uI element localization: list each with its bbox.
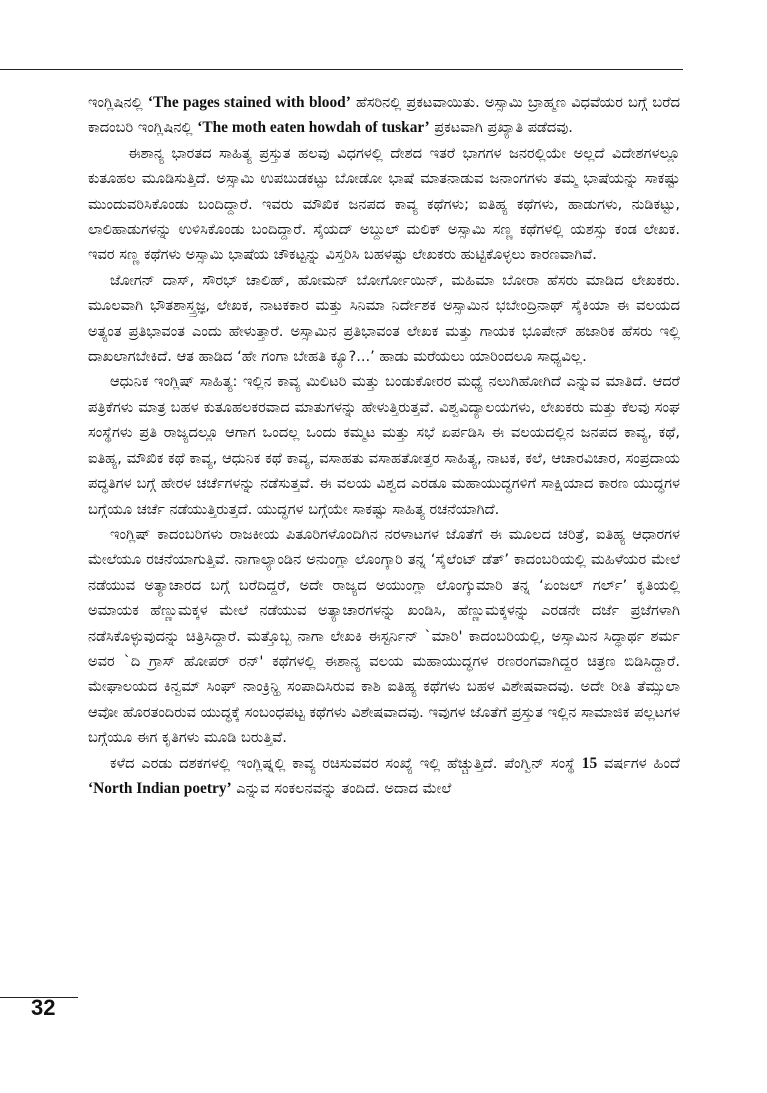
paragraph-1-text-b: ಹೆಸರಿನಲ್ಲಿ ಪ್ರಕಟವಾಯಿತು. ಅಸ್ಸಾಮಿ ಬ್ರಾಹ್ಮಣ ವಿಧವೆಯರ ಬಗ್ಗೆ ಬರೆದ ಕಾದಂಬರಿ ಇಂಗ್ಲಿಷಿನಲ್ಲಿ [88,94,680,137]
paragraph-6-text-c: ಎನ್ನುವ ಸಂಕಲನವನ್ನು ತಂದಿದೆ. ಅದಾದ ಮೇಲೆ [231,779,452,797]
english-title-moth-eaten: ‘The moth eaten howdah of tuskar’ [197,119,430,137]
paragraph-2: ಈಶಾನ್ಯ ಭಾರತದ ಸಾಹಿತ್ಯ ಪ್ರಸ್ತುತ ಹಲವು ವಿಧಗಳಲ್ಲಿ ದೇಶದ ಇತರೆ ಭಾಗಗಳ ಜನರಲ್ಲಿಯೇ ಅಲ್ಲದೆ ವಿದೇಶಗಳಲ್ಲೂ ಕುತೂಹಲ ಮೂಡಿಸುತ್ತಿದೆ. ಅಸ್ಸಾಮಿ ಉಪಬುಡಕಟ್ಟು ಬೋಡೋ ಭಾಷೆ ಮಾತನಾಡುವ ಜನಾಂಗಗಳು ತಮ್ಮ ಭಾಷೆಯನ್ನು ಸಾಕಷ್ಟು ಮುಂದುವರಿಸಿಕೊಂಡು ಬಂದಿದ್ದಾರೆ. ಇವರು ಮೌಖಿಕ ಜನಪದ ಕಾವ್ಯ ಕಥೆಗಳು; ಐತಿಹ್ಯ ಕಥೆಗಳು, ಹಾಡುಗಳು, ನುಡಿಕಟ್ಟು, ಲಾಲಿಹಾಡುಗಳನ್ನು ಉಳಿಸಿಕೊಂಡು ಬಂದಿದ್ದಾರೆ. ಸೈಯದ್ ಅಬ್ದುಲ್ ಮಲಿಕ್ ಅಸ್ಸಾಮಿ ಸಣ್ಣ ಕಥೆಗಳಲ್ಲಿ ಯಶಸ್ಸು ಕಂಡ ಲೇಖಕ. ಇವರ ಸಣ್ಣ ಕಥೆಗಳು ಅಸ್ಸಾಮಿ ಭಾಷೆಯ ಚೌಕಟ್ಟನ್ನು ವಿಸ್ತರಿಸಿ ಬಹಳಷ್ಟು ಲೇಖಕರು ಹುಟ್ಟಿಕೊಳ್ಳಲು ಕಾರಣವಾಗಿವೆ. [88,144,680,264]
english-title-north-indian-poetry: ‘North Indian poetry’ [88,779,232,797]
page-number: 32 [31,995,56,1020]
paragraph-1-text-c: ಪ್ರಕಟವಾಗಿ ಪ್ರಖ್ಯಾತಿ ಪಡೆದವು. [429,119,573,137]
paragraph-4: ಆಧುನಿಕ ಇಂಗ್ಲಿಷ್ ಸಾಹಿತ್ಯ: ಇಲ್ಲಿನ ಕಾವ್ಯ ಮಿಲಿಟರಿ ಮತ್ತು ಬಂಡುಕೋರರ ಮಧ್ಯೆ ನಲುಗಿಹೋಗಿದೆ ಎನ್ನುವ ಮಾತಿದೆ. ಆದರೆ ಪತ್ರಿಕೆಗಳು ಮಾತ್ರ ಬಹಳ ಕುತೂಹಲಕರವಾದ ಮಾತುಗಳನ್ನು ಹೇಳುತ್ತಿರುತ್ತವೆ. ವಿಶ್ವವಿದ್ಯಾಲಯಗಳು, ಲೇಖಕರು ಮತ್ತು ಕೆಲವು ಸಂಘ ಸಂಸ್ಥೆಗಳು ಪ್ರತಿ ರಾಜ್ಯದಲ್ಲೂ ಆಗಾಗ ಒಂದಲ್ಲ ಒಂದು ಕಮ್ಮಟ ಮತ್ತು ಸಭೆ ಏರ್ಪಡಿಸಿ ಈ ವಲಯದಲ್ಲಿನ ಜನಪದ ಕಾವ್ಯ, ಕಥೆ, ಐತಿಹ್ಯ, ಮೌಖಿಕ ಕಥೆ ಕಾವ್ಯ, ಆಧುನಿಕ ಕಥೆ ಕಾವ್ಯ, ವಸಾಹತು ವಸಾಹತೋತ್ತರ ಸಾಹಿತ್ಯ, ನಾಟಕ, ಕಲೆ, ಆಚಾರವಿಚಾರ, ಸಂಪ್ರದಾಯ ಪದ್ಧತಿಗಳ ಬಗ್ಗೆ ಹೇರಳ ಚರ್ಚೆಗಳನ್ನು ನಡೆಸುತ್ತವೆ. ಈ ವಲಯ ವಿಶ್ವದ ಎರಡೂ ಮಹಾಯುದ್ಧಗಳಿಗೆ ಸಾಕ್ಷಿಯಾದ ಕಾರಣ ಯುದ್ಧಗಳ ಬಗ್ಗೆಯೂ ಚರ್ಚೆ ನಡೆಯುತ್ತಿರುತ್ತದೆ. ಯುದ್ಧಗಳ ಬಗ್ಗೆಯೇ ಸಾಕಷ್ಟು ಸಾಹಿತ್ಯ ರಚನೆಯಾಗಿದೆ. [88,373,680,518]
paragraph-1 [88,90,680,141]
paragraph-6 [88,751,680,802]
top-rule [0,69,683,70]
paragraph-6-text-a: ಕಳೆದ ಎರಡು ದಶಕಗಳಲ್ಲಿ ಇಂಗ್ಲಿಷ್ನಲ್ಲಿ ಕಾವ್ಯ ರಚಿಸುವವರ ಸಂಖ್ಯೆ ಇಲ್ಲಿ ಹೆಚ್ಚುತ್ತಿದೆ. ಪೆಂಗ್ವಿನ್ ಸಂಸ್ಥೆ [110,754,582,772]
number-fifteen: 15 [581,754,598,772]
paragraph-1-text-a: ಇಂಗ್ಲಿಷಿನಲ್ಲಿ [88,94,148,111]
paragraph-6-text-b: ವರ್ಷಗಳ ಹಿಂದೆ [597,754,680,772]
paragraph-3: ಜೋಗನ್ ದಾಸ್, ಸೌರಭ್ ಚಾಲಿಹ್, ಹೋಮನ್ ಬೋರ್ಗೋಯಿನ್, ಮಹಿಮಾ ಬೋರಾ ಹೆಸರು ಮಾಡಿದ ಲೇಖಕರು. ಮೂಲವಾಗಿ ಭೌತಶಾಸ್ತ್ರಜ್ಞ, ಲೇಖಕ, ನಾಟಕಕಾರ ಮತ್ತು ಸಿನಿಮಾ ನಿರ್ದೇಶಕ ಅಸ್ಸಾಮಿನ ಭಬೇಂದ್ರಿನಾಥ್ ಸೈಕಿಯಾ ಈ ವಲಯದ ಅತ್ಯಂತ ಪ್ರತಿಭಾವಂತ ಎಂದು ಹೇಳುತ್ತಾರೆ. ಅಸ್ಸಾಮಿನ ಪ್ರತಿಭಾವಂತ ಲೇಖಕ ಮತ್ತು ಗಾಯಕ ಭೂಪೇನ್ ಹಜಾರಿಕ ಹೆಸರು ಇಲ್ಲಿ ದಾಖಲಾಗಬೇಕಿದೆ. ಆತ ಹಾಡಿದ ‘ಹೇ ಗಂಗಾ ಬೇಹತಿ ಕ್ಯೂ?...’ ಹಾಡು ಮರೆಯಲು ಯಾರಿಂದಲೂ ಸಾಧ್ಯವಿಲ್ಲ. [88,271,680,366]
english-title-pages-stained: ‘The pages stained with blood’ [147,94,351,111]
body-text [88,90,680,801]
paragraph-5: ಇಂಗ್ಲಿಷ್ ಕಾದಂಬರಿಗಳು ರಾಜಕೀಯ ಪಿತೂರಿಗಳೊಂದಿಗಿನ ನರಳಾಟಗಳ ಜೊತೆಗೆ ಈ ಮೂಲದ ಚರಿತ್ರೆ, ಐತಿಹ್ಯ ಆಧಾರಗಳ ಮೇಲೆಯೂ ರಚನೆಯಾಗುತ್ತಿವೆ. ನಾಗಾಲ್ಯಾಂಡಿನ ಅನುಂಗ್ಲಾ ಲೊಂಗ್ಕಾರಿ ತನ್ನ ‘ಸೈಲೆಂಟ್ ಡೆತ್’ ಕಾದಂಬರಿಯಲ್ಲಿ ಮಹಿಳೆಯರ ಮೇಲೆ ನಡೆಯುವ ಅತ್ಯಾಚಾರದ ಬಗ್ಗೆ ಬರೆದಿದ್ದರೆ, ಅದೇ ರಾಜ್ಯದ ಅಯುಂಗ್ಲಾ ಲೊಂಗ್ಕುಮಾರಿ ತನ್ನ ‘ಏಂಜಲ್ ಗರ್ಲ್’ ಕೃತಿಯಲ್ಲಿ ಅಮಾಯಕ ಹೆಣ್ಣುಮಕ್ಕಳ ಮೇಲೆ ನಡೆಯುವ ಅತ್ಯಾಚಾರಗಳನ್ನು ಖಂಡಿಸಿ, ಹೆಣ್ಣುಮಕ್ಕಳನ್ನು ಎರಡನೇ ದರ್ಜೆ ಪ್ರಜೆಗಳಾಗಿ ನಡೆಸಿಕೊಳ್ಳುವುದನ್ನು ಚಿತ್ರಿಸಿದ್ದಾರೆ. ಮತ್ತೊಬ್ಬ ನಾಗಾ ಲೇಖಕಿ ಈಸ್ಟರ್ನಿನ್ `ಮಾರಿ' ಕಾದಂಬರಿಯಲ್ಲಿ, ಅಸ್ಸಾಮಿನ ಸಿದ್ಧಾರ್ಥ ಶರ್ಮ ಅವರ `ದಿ ಗ್ರಾಸ್ ಹೋಪರ್ ರನ್' ಕಥೆಗಳಲ್ಲಿ ಈಶಾನ್ಯ ವಲಯ ಮಹಾಯುದ್ಧಗಳ ರಣರಂಗವಾಗಿದ್ದರ ಚಿತ್ರಣ ಬಿಡಿಸಿದ್ದಾರೆ. ಮೇಘಾಲಯದ ಕಿನ್ವಮ್ ಸಿಂಘ್ ನಾಂಕ್ರಿನ್ಹಿ ಸಂಪಾದಿಸಿರುವ ಕಾಶಿ ಐತಿಹ್ಯ ಕಥೆಗಳು ಬಹಳ ವಿಶೇಷವಾದವು. ಅದೇ ರೀತಿ ತೆಮ್ಸುಲಾ ಆವೋ ಹೊರತಂದಿರುವ ಯುದ್ಧಕ್ಕೆ ಸಂಬಂಧಪಟ್ಟ ಕಥೆಗಳು ವಿಶೇಷವಾದವು. ಇವುಗಳ ಜೊತೆಗೆ ಪ್ರಸ್ತುತ ಇಲ್ಲಿನ ಸಾಮಾಜಿಕ ಪಲ್ಲಟಗಳ ಬಗ್ಗೆಯೂ ಈಗ ಕೃತಿಗಳು ಮೂಡಿ ಬರುತ್ತಿವೆ. [88,525,680,747]
